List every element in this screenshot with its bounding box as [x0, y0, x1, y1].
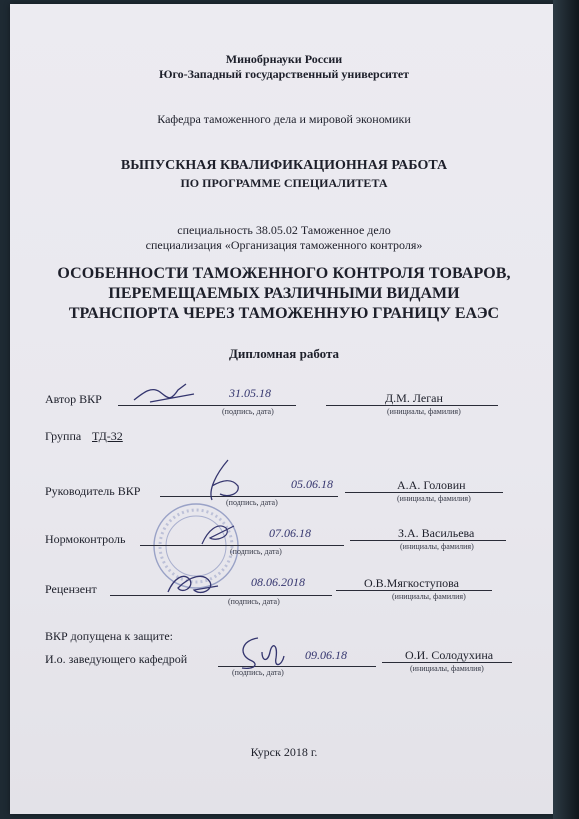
work-type-line2: ПО ПРОГРАММЕ СПЕЦИАЛИТЕТА	[180, 176, 388, 190]
ministry-name: Минобрнауки России	[225, 52, 343, 66]
admission-name-hint: (инициалы, фамилия)	[410, 664, 484, 673]
university-name: Юго-Западный государственный университет	[158, 67, 410, 81]
reviewer-sign-hint: (подпись, дата)	[228, 597, 280, 606]
head-of-department-name: О.И. Солодухина	[405, 648, 494, 662]
supervisor-sign-hint: (подпись, дата)	[226, 498, 278, 507]
topic-line1: ОСОБЕННОСТИ ТАМОЖЕННОГО КОНТРОЛЯ ТОВАРОВ,	[57, 265, 511, 282]
reviewer-signature	[160, 562, 226, 604]
document-kind: Дипломная работа	[228, 346, 340, 361]
reviewer-name: О.В.Мягкоступова	[364, 576, 459, 590]
supervisor-signature	[198, 456, 250, 504]
topic-line3: ТРАНСПОРТА ЧЕРЕЗ ТАМОЖЕННУЮ ГРАНИЦУ ЕАЭС	[68, 305, 500, 322]
normcontrol-signature-line	[140, 545, 344, 546]
specialty-code: специальность 38.05.02 Таможенное дело	[177, 223, 391, 237]
admission-sign-hint: (подпись, дата)	[232, 668, 284, 677]
specialization: специализация «Организация таможенного контроля»	[145, 238, 423, 252]
author-name: Д.М. Леган	[385, 391, 443, 405]
reviewer-label: Рецензент	[45, 582, 97, 596]
group-value: ТД-32	[92, 429, 123, 443]
author-sign-hint: (подпись, дата)	[222, 407, 274, 416]
reviewer-name-hint: (инициалы, фамилия)	[392, 592, 466, 601]
admission-text: ВКР допущена к защите:	[45, 629, 173, 643]
normcontrol-name: З.А. Васильева	[398, 526, 475, 540]
supervisor-name-hint: (инициалы, фамилия)	[397, 494, 471, 503]
author-signature	[130, 378, 210, 408]
reviewer-date: 08.06.2018	[251, 575, 305, 589]
supervisor-date: 05.06.18	[291, 477, 333, 491]
normcontrol-date: 07.06.18	[269, 526, 311, 540]
normcontrol-sign-hint: (подпись, дата)	[230, 547, 282, 556]
author-date: 31.05.18	[229, 386, 271, 400]
normcontrol-name-hint: (инициалы, фамилия)	[400, 542, 474, 551]
author-name-hint: (инициалы, фамилия)	[387, 407, 461, 416]
admission-signature	[232, 632, 288, 672]
supervisor-name: А.А. Головин	[397, 478, 466, 492]
topic-line2: ПЕРЕМЕЩАЕМЫХ РАЗЛИЧНЫМИ ВИДАМИ	[108, 285, 460, 302]
normcontrol-label: Нормоконтроль	[45, 532, 126, 546]
author-label: Автор ВКР	[45, 392, 102, 406]
work-type-line1: ВЫПУСКНАЯ КВАЛИФИКАЦИОННАЯ РАБОТА	[120, 158, 448, 173]
admission-date: 09.06.18	[305, 648, 347, 662]
group-label: Группа	[45, 429, 82, 443]
head-of-department-label: И.о. заведующего кафедрой	[45, 652, 188, 666]
city-year: Курск 2018 г.	[250, 745, 318, 759]
supervisor-label: Руководитель ВКР	[45, 484, 141, 498]
department-name: Кафедра таможенного дела и мировой экономики	[157, 112, 411, 126]
normcontrol-signature	[196, 516, 240, 550]
